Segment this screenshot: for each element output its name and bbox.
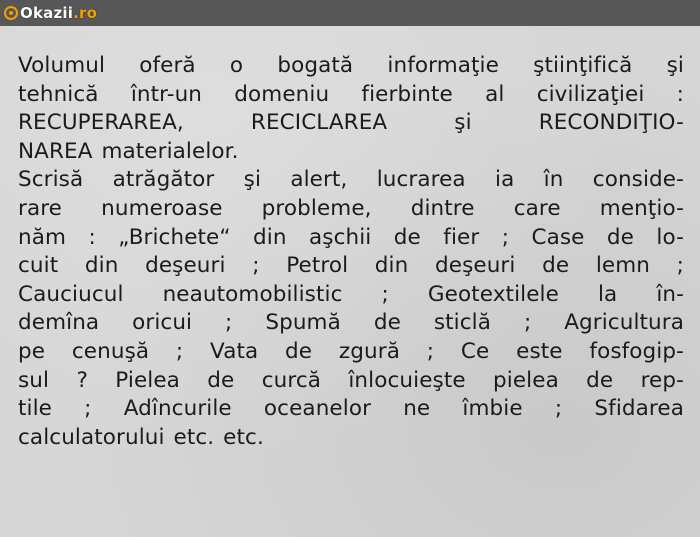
text-line: Volumul oferă o bogată informaţie ştiinţifică şi	[18, 53, 684, 78]
text-line: RECUPERAREA, RECICLAREA şi RECONDIŢIO-	[18, 110, 684, 136]
watermark-text	[20, 4, 97, 22]
text-line: sul ? Pielea de curcă înlocuieşte pielea de rep-	[18, 367, 684, 393]
text-line: demîna oricui ; Spumă de sticlă ; Agricultura	[18, 310, 684, 336]
top-dark-band	[0, 0, 700, 26]
text-line: Scrisă atrăgător şi alert, lucrarea ia în conside-	[18, 167, 684, 193]
text-line: Cauciucul neautomobilistic ; Geotextilele la în-	[18, 281, 684, 307]
okazii-logo-icon	[4, 6, 18, 20]
description-text	[18, 52, 684, 452]
site-watermark	[4, 3, 97, 23]
text-line: tehnică într-un domeniu fierbinte al civilizaţiei :	[18, 81, 684, 107]
text-line: tile ; Adîncurile oceanelor ne îmbie ; Sfidarea	[18, 396, 684, 422]
text-line: NAREA materialelor.	[18, 138, 239, 164]
text-line: calculatorului etc. etc.	[18, 424, 264, 450]
text-line: cuit din deşeuri ; Petrol din deşeuri de lemn ;	[18, 253, 684, 279]
watermark-tld: .ro	[73, 4, 98, 22]
text-line: rare numeroase probleme, dintre care menţio-	[18, 195, 684, 221]
text-line: năm : „Brichete“ din aşchii de fier ; Case de lo-	[18, 224, 684, 250]
text-line: pe cenuşă ; Vata de zgură ; Ce este fosfogip-	[18, 338, 684, 364]
watermark-brand: Okazii	[20, 4, 74, 22]
